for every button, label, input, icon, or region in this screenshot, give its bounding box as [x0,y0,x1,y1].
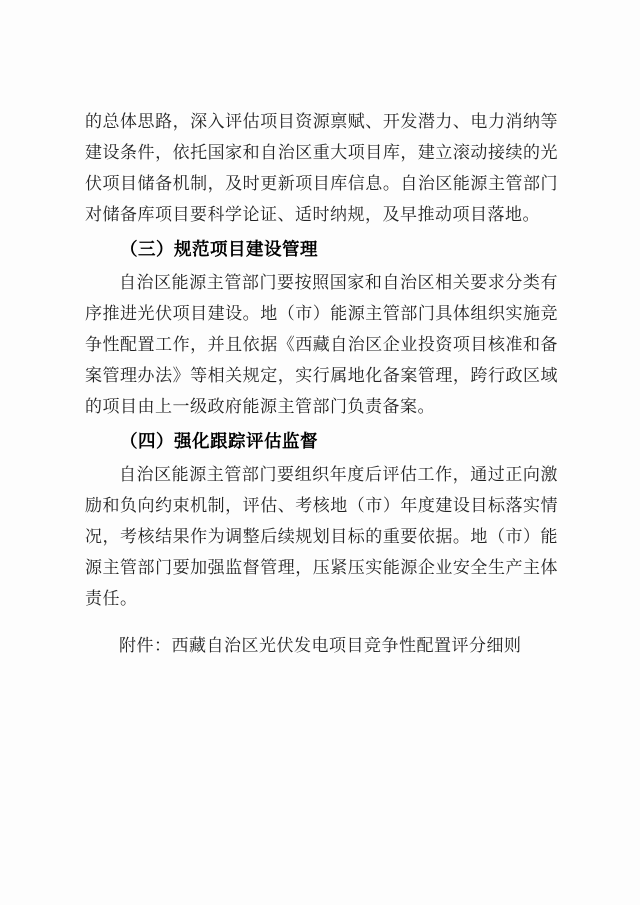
attachment-line: 附件：西藏自治区光伏发电项目竞争性配置评分细则 [119,636,522,655]
document-content [85,106,558,661]
section-4-paragraph: 自治区能源主管部门要组织年度后评估工作，通过正向激励和负向约束机制，评估、考核地（市）年度建设目标落实情况，考核结果作为调整后续规划目标的重要依据。地（市）能源主管部门要加强监督管理，压紧压实能源企业安全生产主体责任。 [85,465,558,608]
section-3-heading: （三）规范项目建设管理 [120,239,318,259]
section-4-heading: （四）强化跟踪评估监督 [120,431,318,451]
continuation-paragraph: 的总体思路，深入评估项目资源禀赋、开发潜力、电力消纳等建设条件，依托国家和自治区重大项目库，建立滚动接续的光伏项目储备机制，及时更新项目库信息。自治区能源主管部门对储备库项目要科学论证、适时纳规，及早推动项目落地。 [85,112,558,224]
section-3-paragraph: 自治区能源主管部门要按照国家和自治区相关要求分类有序推进光伏项目建设。地（市）能源主管部门具体组织实施竞争性配置工作，并且依据《西藏自治区企业投资项目核准和备案管理办法》等相关规定，实行属地化备案管理，跨行政区域的项目由上一级政府能源主管部门负责备案。 [85,273,558,416]
